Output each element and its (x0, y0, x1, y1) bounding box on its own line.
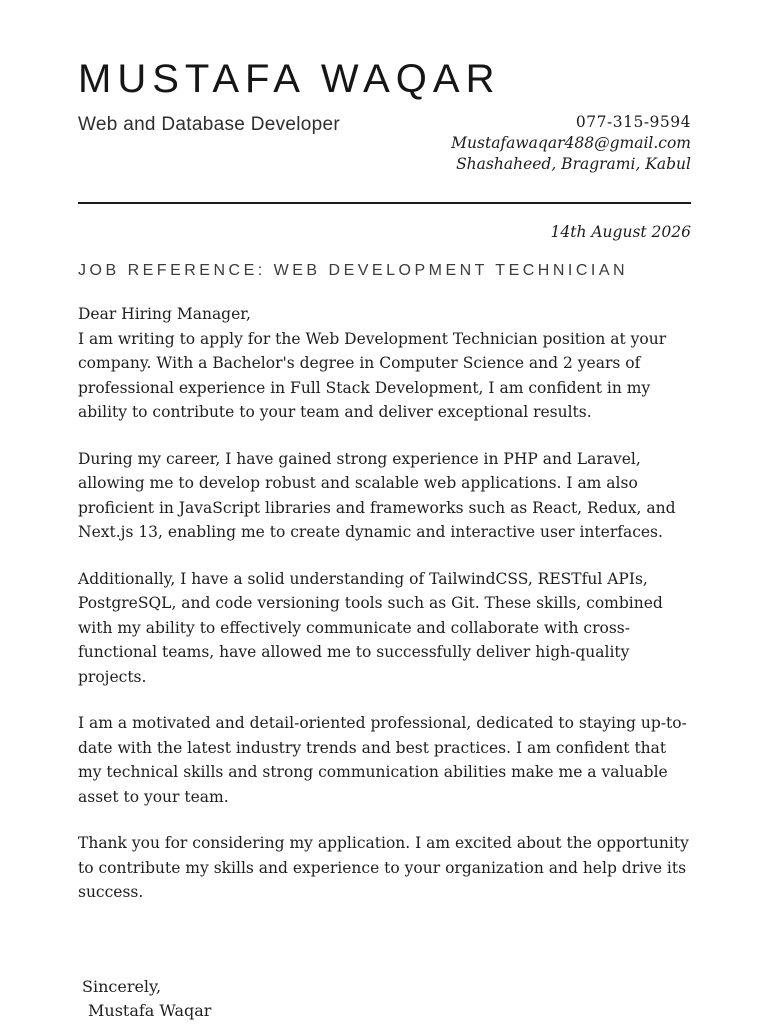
paragraph-2: During my career, I have gained strong experience in PHP and Laravel, allowing me to develop robust and scalable web applications. I am also proficient in JavaScript libraries and frameworks such as React, Redux, and Next.js 13, enabling me to create dynamic and interactive user interfaces. (78, 449, 676, 541)
header-divider (78, 202, 691, 204)
letter-date: 14th August 2026 (550, 223, 691, 241)
contact-block (451, 112, 691, 175)
letter-body-start (78, 302, 691, 425)
job-reference-heading: JOB REFERENCE: WEB DEVELOPMENT TECHNICIAN (78, 262, 629, 279)
closing: Sincerely, (82, 976, 162, 996)
paragraph-3: Additionally, I have a solid understanding of TailwindCSS, RESTful APIs, PostgreSQL, and code versioning tools such as Git. These skills, combined with my ability to effectively communicate and collaborate with cross-functional teams, have allowed me to successfully deliver high-quality projects. (78, 569, 663, 686)
salutation: Dear Hiring Manager, (78, 305, 251, 323)
contact-phone: 077-315-9594 (575, 113, 691, 131)
signature-name: Mustafa Waqar (88, 1000, 212, 1020)
candidate-job-title: Web and Database Developer (78, 114, 340, 135)
contact-email: Mustafawaqar488@gmail.com (451, 134, 691, 152)
paragraph-5: Thank you for considering my application. I am excited about the opportunity to contribute my skills and experience to your organization and help drive its success. (78, 834, 689, 901)
paragraph-1: I am writing to apply for the Web Development Technician position at your company. With a Bachelor's degree in Computer Science and 2 years of professional experience in Full Stack Development, I am confident in my ability to contribute to your team and deliver exceptional results. (78, 329, 667, 421)
header-subrow (78, 112, 691, 175)
closing-block (78, 975, 691, 1023)
contact-address: Shashaheed, Bragrami, Kabul (456, 155, 691, 173)
paragraph-4: I am a motivated and detail-oriented professional, dedicated to staying up-to-date with the latest industry trends and best practices. I am confident that my technical skills and strong communication abilities make me a valuable asset to your team. (78, 714, 687, 806)
candidate-name: MUSTAFA WAQAR (78, 57, 501, 101)
